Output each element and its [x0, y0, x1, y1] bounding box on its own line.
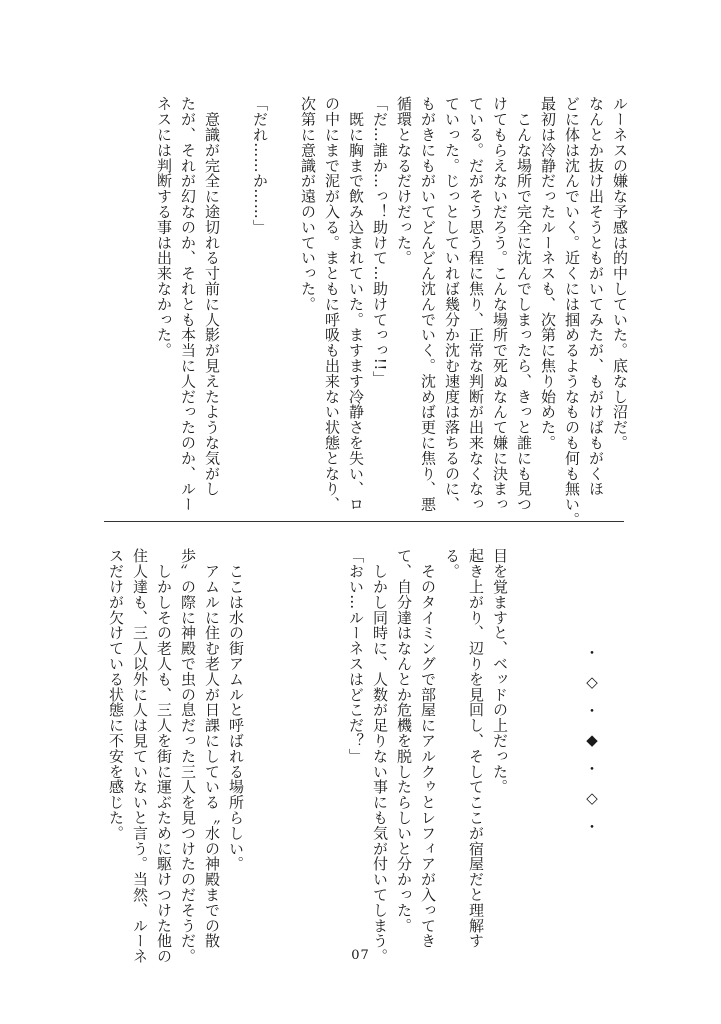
upper-text-column: 循環となるだけだった。	[395, 96, 413, 266]
separator-dot: ・	[584, 760, 600, 778]
scene-separator	[580, 644, 604, 836]
upper-dialogue-column: 「だれ……か……」	[251, 96, 269, 235]
upper-text-column: たが、それが幻なのか、それとも本当に人だったのか、ルー	[179, 96, 197, 512]
lower-text-column: スだけが欠けている状態に不安を感じた。	[107, 548, 125, 841]
upper-text-column: 既に胸まで飲み込まれていた。ますます冷静さを失い、ロ	[347, 96, 365, 512]
lower-dialogue-column: 「おい…ルーネスはどこだ？」	[347, 548, 365, 764]
separator-diamond-filled: ◆	[586, 731, 598, 749]
separator-dot: ・	[584, 644, 600, 662]
lower-text-column: しかしその老人も、三人を街に運ぶために駆けつけた他の	[155, 548, 173, 964]
separator-diamond-outline: ◇	[586, 673, 598, 691]
section-divider-line	[104, 521, 624, 522]
lower-text-column: 目を覚ますと、ベッドの上だった。	[491, 548, 509, 795]
lower-text-column: ここは水の街アムルと呼ばれる場所らしい。	[227, 548, 245, 872]
upper-text-column: 次第に意識が遠のいていった。	[299, 96, 317, 312]
upper-text-column: 意識が完全に途切れる寸前に人影が見えたような気がし	[203, 96, 221, 497]
lower-text-column: 起き上がり、辺りを見回し、そしてここが宿屋だと理解す	[467, 548, 485, 949]
lower-text-column: そのタイミングで部屋にアルクゥとレフィアが入ってき	[419, 548, 437, 949]
lower-text-column: 歩〟の際に神殿で虫の息だった三人を見つけたのだそうだ。	[179, 548, 197, 964]
upper-text-column: ている。だがそう思う程に焦り、正常な判断が出来なくなっ	[467, 96, 485, 512]
lower-text-column: 住人達も、三人以外に人は見ていないと言う。当然、ルーネ	[131, 548, 149, 964]
upper-text-column: けてもらえないだろう。こんな場所で死ぬなんて嫌に決まっ	[491, 96, 509, 512]
lower-text-column: しかし同時に、人数が足りない事にも気が付いてしまう。	[371, 548, 389, 964]
upper-text-column: ていった。じっとしていれば幾分か沈む速度は落ちるのに、	[443, 96, 461, 512]
upper-text-column: ルーネスの嫌な予感は的中していた。底なし沼だ。	[611, 96, 629, 451]
upper-text-column: 最初は冷静だったルーネスも、次第に焦り始めた。	[539, 96, 557, 451]
upper-text-column: なんとか抜け出そうともがいてみたが、もがけばもがくほ	[587, 96, 605, 497]
page-number: 07	[351, 948, 370, 963]
separator-dot: ・	[584, 818, 600, 836]
upper-text-column: どに体は沈んでいく。近くには掴めるようなものも何も無い。	[563, 96, 581, 528]
upper-text-column: の中にまで泥が入る。まともに呼吸も出来ない状態となり、	[323, 96, 341, 512]
upper-text-column: ネスには判断する事は出来なかった。	[155, 96, 173, 358]
upper-text-column: こんな場所で完全に沈んでしまったら、きっと誰にも見つ	[515, 96, 533, 512]
lower-text-column: る。	[443, 548, 461, 579]
lower-text-column: アムルに住む老人が日課にしている〝水の神殿までの散	[203, 548, 221, 949]
lower-text-column: て、自分達はなんとか危機を脱したらしいと分かった。	[395, 548, 413, 933]
upper-text-column: もがきにもがいてどんどん沈んでいく。沈めば更に焦り、悪	[419, 96, 437, 512]
separator-diamond-outline: ◇	[586, 789, 598, 807]
separator-dot: ・	[584, 702, 600, 720]
upper-dialogue-column: 「だ…誰か…っ！助けて…助けてっっ!!」	[371, 96, 389, 387]
